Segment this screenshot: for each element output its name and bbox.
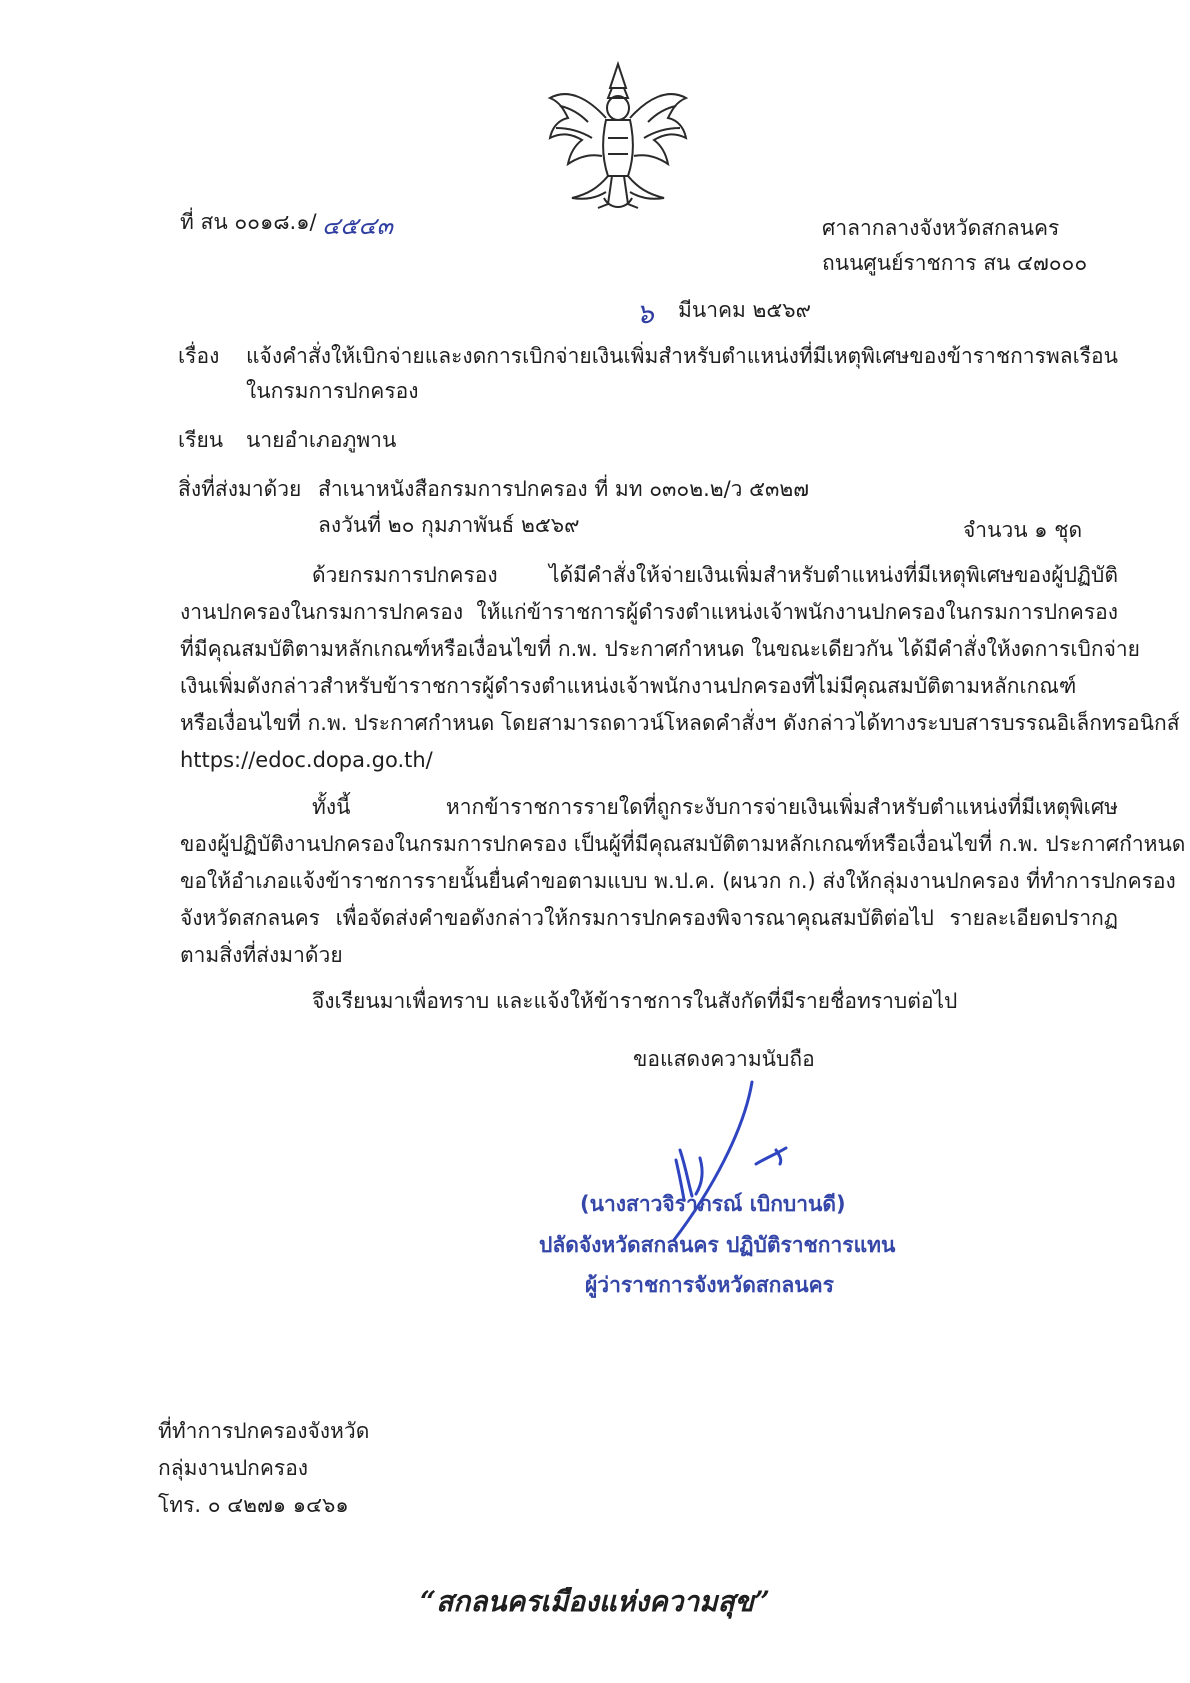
paragraph-1-line-3: ที่มีคุณสมบัติตามหลักเกณฑ์หรือเงื่อนไขที่ ก.พ. ประกาศกำหนด ในขณะเดียวกัน ได้มีคำสั่งให้งดการเบิกจ่าย bbox=[180, 637, 1140, 661]
paragraph-2-line-2: ของผู้ปฏิบัติงานปกครองในกรมการปกครอง เป็นผู้ที่มีคุณสมบัติตามหลักเกณฑ์หรือเงื่อนไขที่ ก.พ. ประกาศกำหนด bbox=[180, 832, 1186, 856]
paragraph-2-line-5: ตามสิ่งที่ส่งมาด้วย bbox=[180, 943, 343, 967]
date-day: ๖ bbox=[636, 297, 654, 330]
subject-label: เรื่อง bbox=[178, 344, 220, 368]
footer-phone: โทร. ๐ ๔๒๗๑ ๑๔๖๑ bbox=[158, 1493, 349, 1517]
enclosure-quantity: จำนวน ๑ ชุด bbox=[963, 518, 1083, 542]
closing-paragraph: จึงเรียนมาเพื่อทราบ และแจ้งให้ข้าราชการในสังกัดที่มีรายชื่อทราบต่อไป bbox=[312, 989, 958, 1013]
enclosure-line-1: สำเนาหนังสือกรมการปกครอง ที่ มท ๐๓๐๒.๒/ว ๕๓๒๗ bbox=[318, 477, 810, 501]
enclosure-label: สิ่งที่ส่งมาด้วย bbox=[178, 477, 302, 501]
subject-line-2: ในกรมการปกครอง bbox=[246, 379, 419, 403]
garuda-emblem bbox=[538, 58, 698, 218]
paragraph-2-line-4: จังหวัดสกลนคร เพื่อจัดส่งคำขอดังกล่าวให้กรมการปกครองพิจารณาคุณสมบัติต่อไป รายละเอียดปรากฏ bbox=[180, 906, 1118, 930]
province-slogan: “สกลนครเมืองแห่งความสุข” bbox=[420, 1585, 770, 1618]
paragraph-1-line-5: หรือเงื่อนไขที่ ก.พ. ประกาศกำหนด โดยสามารถดาวน์โหลดคำสั่งฯ ดังกล่าวได้ทางระบบสารบรรณอิเล็กทรอนิกส์ bbox=[180, 711, 1180, 735]
recipient-value: นายอำเภอภูพาน bbox=[246, 428, 397, 452]
ref-number: ๔๕๔๓ bbox=[322, 212, 393, 240]
footer-office: ที่ทำการปกครองจังหวัด bbox=[158, 1419, 370, 1443]
signatory-name: (นางสาวจิราภรณ์ เบิกบานดี) bbox=[580, 1192, 846, 1216]
recipient-label: เรียน bbox=[178, 428, 224, 452]
paragraph-2-line-1: ทั้งนี้ หากข้าราชการรายใดที่ถูกระงับการจ่ายเงินเพิ่มสำหรับตำแหน่งที่มีเหตุพิเศษ bbox=[312, 795, 1118, 819]
closing-salutation: ขอแสดงความนับถือ bbox=[633, 1047, 815, 1071]
footer-division: กลุ่มงานปกครอง bbox=[158, 1456, 309, 1480]
paragraph-1-line-2: งานปกครองในกรมการปกครอง ให้แก่ข้าราชการผู้ดำรงตำแหน่งเจ้าพนักงานปกครองในกรมการปกครอง bbox=[180, 600, 1118, 624]
paragraph-1-line-4: เงินเพิ่มดังกล่าวสำหรับข้าราชการผู้ดำรงตำแหน่งเจ้าพนักงานปกครองที่ไม่มีคุณสมบัติตามหลักเกณฑ์ bbox=[180, 674, 1077, 698]
subject-line-1: แจ้งคำสั่งให้เบิกจ่ายและงดการเบิกจ่ายเงินเพิ่มสำหรับตำแหน่งที่มีเหตุพิเศษของข้าราชการพลเรือน bbox=[246, 344, 1118, 368]
governor-title: ผู้ว่าราชการจังหวัดสกลนคร bbox=[585, 1273, 834, 1297]
edoc-url: https://edoc.dopa.go.th/ bbox=[180, 748, 433, 772]
enclosure-line-2: ลงวันที่ ๒๐ กุมภาพันธ์ ๒๕๖๙ bbox=[318, 513, 580, 537]
paragraph-2-line-3: ขอให้อำเภอแจ้งข้าราชการรายนั้นยื่นคำขอตามแบบ พ.ป.ค. (ผนวก ก.) ส่งให้กลุ่มงานปกครอง ที่ทำการปกครอง bbox=[180, 869, 1176, 893]
office-address: ถนนศูนย์ราชการ สน ๔๗๐๐๐ bbox=[822, 251, 1088, 275]
document-date: มีนาคม ๒๕๖๙ bbox=[678, 298, 812, 322]
ref-label: ที่ สน ๐๐๑๘.๑/ bbox=[180, 210, 317, 234]
paragraph-1-line-1: ด้วยกรมการปกครอง ได้มีคำสั่งให้จ่ายเงินเพิ่มสำหรับตำแหน่งที่มีเหตุพิเศษของผู้ปฏิบัติ bbox=[312, 563, 1118, 587]
office-name: ศาลากลางจังหวัดสกลนคร bbox=[822, 216, 1060, 240]
signatory-position: ปลัดจังหวัดสกลนคร ปฏิบัติราชการแทน bbox=[539, 1233, 896, 1257]
handwritten-signature bbox=[640, 1060, 810, 1250]
